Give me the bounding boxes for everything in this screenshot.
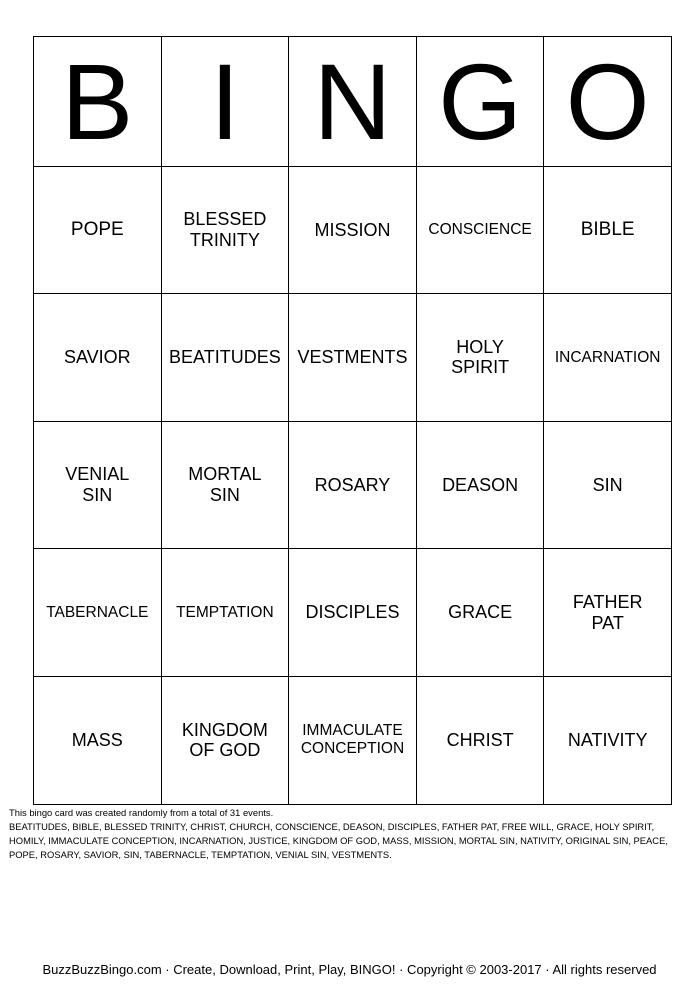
- bingo-cell: POPE: [34, 166, 162, 294]
- card-row-2: [34, 294, 672, 422]
- bingo-cell: DEASON: [416, 421, 544, 549]
- header-letter-g: G: [416, 37, 544, 167]
- bingo-cell: GRACE: [416, 549, 544, 677]
- header-letter-o: O: [544, 37, 672, 167]
- event-list-note: [9, 806, 691, 862]
- bingo-cell: MISSION: [289, 166, 417, 294]
- event-count-text: This bingo card was created randomly from a total of 31 events.: [9, 807, 274, 818]
- bingo-cell: SIN: [544, 421, 672, 549]
- header-letter-i: I: [161, 37, 289, 167]
- bingo-cell: BEATITUDES: [161, 294, 289, 422]
- card-row-1: [34, 166, 672, 294]
- bingo-cell: BLESSED TRINITY: [161, 166, 289, 294]
- card-row-3: [34, 421, 672, 549]
- bingo-cell: TEMPTATION: [161, 549, 289, 677]
- bingo-cell: CONSCIENCE: [416, 166, 544, 294]
- header-letter-n: N: [289, 37, 417, 167]
- bingo-cell: VESTMENTS: [289, 294, 417, 422]
- bingo-cell: VENIAL SIN: [34, 421, 162, 549]
- bingo-cell: MORTAL SIN: [161, 421, 289, 549]
- bingo-cell: INCARNATION: [544, 294, 672, 422]
- site-credit: BuzzBuzzBingo.com · Create, Download, Print, Play, BINGO! · Copyright © 2003-2017 · All rights reserved: [42, 962, 657, 977]
- bingo-cell: CHRIST: [416, 676, 544, 804]
- bingo-cell: KINGDOM OF GOD: [161, 676, 289, 804]
- event-list-text: BEATITUDES, BIBLE, BLESSED TRINITY, CHRIST, CHURCH, CONSCIENCE, DEASON, DISCIPLES, FATHER PAT, FREE WILL, GRACE, HOLY SPIRIT, HOMILY, IMMACULATE CONCEPTION, INCARNATION, JUSTICE, KINGDOM OF GOD, MASS, MISSION, MORTAL SIN, NATIVITY, ORIGINAL SIN, PEACE, POPE, ROSARY, SAVIOR, SIN, TABERNACLE, TEMPTATION, VENIAL SIN, VESTMENTS.: [9, 821, 668, 860]
- bingo-cell: DISCIPLES: [289, 549, 417, 677]
- bingo-cell: FATHER PAT: [544, 549, 672, 677]
- header-row: [34, 37, 672, 167]
- card-row-4: [34, 549, 672, 677]
- card-row-5: [34, 676, 672, 804]
- bingo-cell: IMMACULATE CONCEPTION: [289, 676, 417, 804]
- bingo-cell: TABERNACLE: [34, 549, 162, 677]
- bingo-cell: HOLY SPIRIT: [416, 294, 544, 422]
- bingo-cell: MASS: [34, 676, 162, 804]
- bingo-cell: SAVIOR: [34, 294, 162, 422]
- header-letter-b: B: [34, 37, 162, 167]
- bingo-cell: NATIVITY: [544, 676, 672, 804]
- bingo-card: [33, 36, 672, 805]
- bingo-cell: BIBLE: [544, 166, 672, 294]
- bingo-cell: ROSARY: [289, 421, 417, 549]
